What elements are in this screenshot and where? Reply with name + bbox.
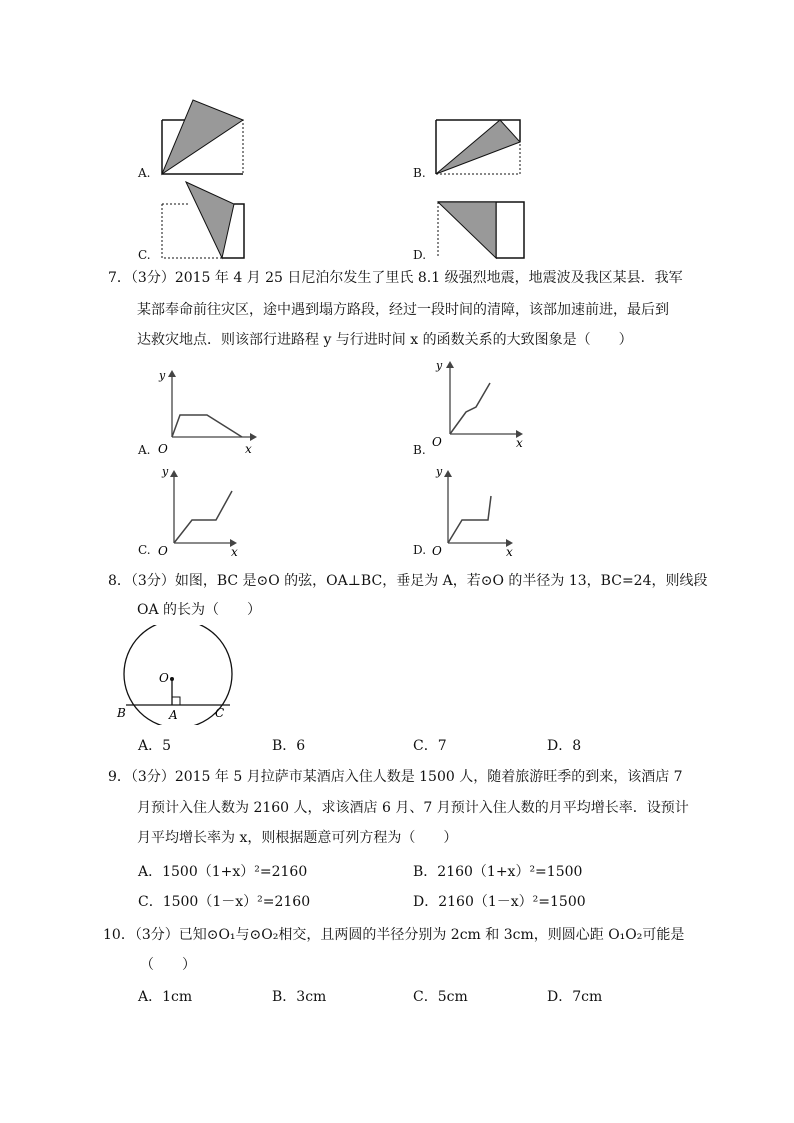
q7-graph-d-y-label: y <box>436 465 443 478</box>
q7-graph-d <box>426 463 526 559</box>
q6-figure-d <box>434 196 526 262</box>
q7-graph-a-x-label: x <box>245 442 252 456</box>
q7-graph-b <box>428 354 538 448</box>
q10-stem-line-1: 10．（3分）已知⊙O₁与⊙O₂相交，且两圆的半径分别为 2cm 和 3cm，则圆心距 O₁O₂可能是 <box>103 927 685 943</box>
q8-option-b: B．6 <box>272 738 306 754</box>
q9-stem-line-2: 月预计入住人数为 2160 人，求该酒店 6 月、7 月预计入住人数的月平均增长率．设预计 <box>137 800 689 816</box>
q7-graph-a-y-label: y <box>159 369 166 382</box>
q7-option-c-label: C. <box>138 543 151 557</box>
q9-stem-line-3: 月平均增长率为 x，则根据题意可列方程为（ ） <box>137 830 458 846</box>
q8-stem-line-2: OA 的长为（ ） <box>137 602 262 618</box>
q10-option-a: A．1cm <box>138 989 193 1005</box>
q7-stem-line-1: 7．（3分）2015 年 4 月 25 日尼泊尔发生了里氏 8.1 级强烈地震，地震波及我区某县．我军 <box>108 270 683 286</box>
q7-graph-b-y-label: y <box>436 359 443 372</box>
q6-option-c-label: C. <box>138 248 151 262</box>
q7-graph-b-x-label: x <box>516 436 523 448</box>
q6-figure-b <box>434 116 524 178</box>
q7-graph-c-y-label: y <box>162 465 169 478</box>
q8-option-c: C．7 <box>413 738 447 754</box>
q6-option-a-label: A. <box>138 166 151 180</box>
q7-graph-a <box>152 365 262 457</box>
q9-option-d: D．2160（1－x）²=1500 <box>413 894 586 910</box>
q10-option-b: B．3cm <box>272 989 327 1005</box>
q8-point-b-label: B <box>117 706 126 720</box>
q6-option-b-label: B. <box>413 166 426 180</box>
q7-option-a-label: A. <box>138 443 151 457</box>
q9-option-b: B．2160（1+x）²=1500 <box>413 864 583 880</box>
q10-stem-line-2: （ ） <box>140 957 196 973</box>
q7-option-b-label: B. <box>413 443 426 457</box>
q8-option-d: D．8 <box>547 738 582 754</box>
q9-option-c: C．1500（1－x）²=2160 <box>138 894 311 910</box>
q7-stem-line-2: 某部奉命前往灾区，途中遇到塌方路段，经过一段时间的清障，该部加速前进，最后到 <box>137 302 669 318</box>
q7-graph-c <box>150 463 250 559</box>
q7-stem-line-3: 达救灾地点．则该部行进路程 y 与行进时间 x 的函数关系的大致图象是（ ） <box>137 332 633 348</box>
q9-stem-line-1: 9．（3分）2015 年 5 月拉萨市某酒店入住人数是 1500 人，随着旅游旺季的到来，该酒店 7 <box>108 769 683 785</box>
q8-stem-line-1: 8．（3分）如图，BC 是⊙O 的弦，OA⊥BC，垂足为 A，若⊙O 的半径为 13，BC=24，则线段 <box>108 573 708 589</box>
q6-figure-a <box>160 98 250 178</box>
q10-option-d: D．7cm <box>547 989 603 1005</box>
q8-point-c-label: C <box>215 706 225 720</box>
q8-point-o-label: O <box>159 671 169 685</box>
q7-graph-b-origin-label: O <box>432 435 442 448</box>
q7-graph-c-x-label: x <box>231 545 238 559</box>
q10-option-c: C．5cm <box>413 989 468 1005</box>
q8-point-a-label: A <box>169 708 178 722</box>
q7-graph-c-origin-label: O <box>158 544 168 558</box>
q9-option-a: A．1500（1+x）²=2160 <box>138 864 308 880</box>
q6-option-d-label: D. <box>413 248 427 262</box>
q8-circle-figure <box>112 625 242 725</box>
q6-figure-c <box>160 180 250 262</box>
q7-graph-a-origin-label: O <box>158 442 168 456</box>
q7-option-d-label: D. <box>413 543 427 557</box>
q7-graph-d-x-label: x <box>506 545 513 559</box>
q7-graph-d-origin-label: O <box>432 544 442 558</box>
q8-option-a: A．5 <box>138 738 172 754</box>
